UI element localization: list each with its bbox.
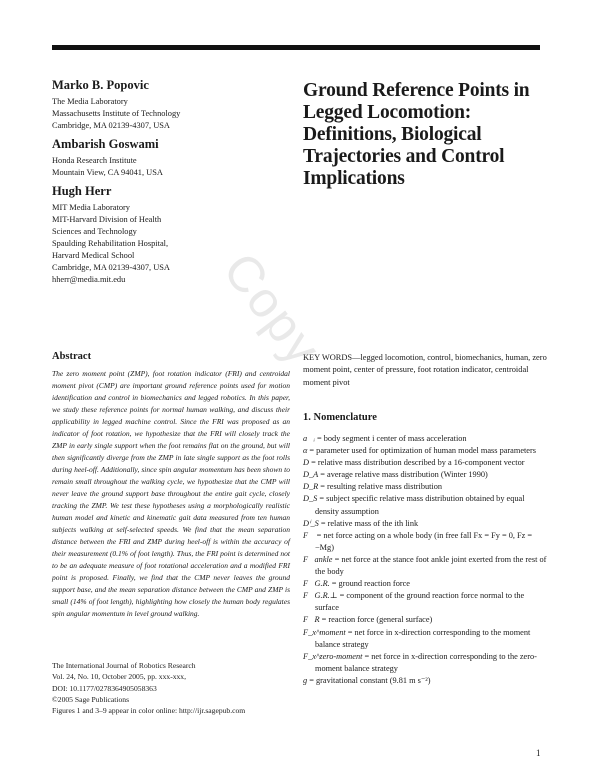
nomenclature-definition: = subject specific relative mass distribution obtained by equal density assumption: [315, 494, 525, 516]
journal-volume: Vol. 24, No. 10, October 2005, pp. xxx-xxx,: [52, 672, 187, 682]
nomenclature-definition: = net force in x-direction corresponding to the moment balance strategy: [315, 627, 531, 649]
section-heading: 1. Nomenclature: [303, 412, 377, 423]
watermark: Copy: [212, 242, 333, 376]
keywords: KEY WORDS—legged locomotion, control, biomechanics, human, zero moment point, center of pressure, foot rotation indicator, centroidal moment pivot: [303, 353, 547, 387]
affiliation-line: The Media Laboratory: [52, 97, 128, 106]
affiliation-line: Mountain View, CA 94041, USA: [52, 168, 163, 177]
nomenclature-item: [303, 518, 548, 530]
affiliation-line: Massachusetts Institute of Technology: [52, 109, 181, 118]
nomenclature-symbol: D: [303, 458, 309, 468]
nomenclature-symbol: F⃗R: [303, 615, 320, 625]
nomenclature-definition: = net force acting on a whole body (in free fall Fx = Fy = 0, Fz = −Mg): [314, 530, 533, 552]
affiliation-line: Honda Research Institute: [52, 156, 137, 165]
paper-title: Ground Reference Points in Legged Locomotion: Definitions, Biological Trajectories and Control Implications: [303, 80, 530, 189]
affiliation-line: Cambridge, MA 02139-4307, USA: [52, 121, 170, 130]
author: [52, 137, 292, 179]
nomenclature-definition: = parameter used for optimization of human model mass parameters: [307, 446, 536, 456]
nomenclature-symbol: D_A: [303, 470, 319, 480]
nomenclature-definition: = relative mass distribution described by a 16-component vector: [309, 458, 525, 468]
nomenclature-symbol: a⃗ᵢ: [303, 434, 315, 443]
nomenclature-item: [303, 481, 548, 493]
author-block: [52, 78, 292, 291]
nomenclature-symbol: F⃗: [303, 530, 315, 540]
nomenclature-item: [303, 493, 548, 517]
nomenclature-item: [303, 530, 548, 554]
nomenclature-item: [303, 457, 548, 469]
abstract-text: The zero moment point (ZMP), foot rotation indicator (FRI) and centroidal moment pivot (CMP) are important ground reference points used for motion identification and control in biomechanics and legged robotics. In this paper, we study these reference points for normal human walking, and discuss their applicability in legged machine control. Since the FRI was proposed as an indicator of foot rotation, we hypothesize that the FRI will closely track the ZMP in early single support when the foot remains flat on the ground, but will then significantly diverge from the ZMP in late single support as the foot rolls during heel-off. Additionally, since spin angular momentum has been shown to remain small throughout the walking cycle, we hypothesize that the CMP will never leave the ground support base throughout the entire gait cycle, closely tracking the ZMP. We test these hypotheses using a morphologically realistic human model and kinetic and kinematic gait data measured from ten human subjects walking at self-selected speeds. We find that the mean separation distance between the FRI and ZMP during heel-off is within the accuracy of their measurement (0.1% of foot length). Thus, the FRI point is determined not to be an adequate measure of foot rotational acceleration and a modified FRI point is proposed. Finally, we find that the CMP never leaves the ground support base, and the mean separation distance between the CMP and ZMP is small (14% of foot length), highlighting how closely the human body regulates spin angular momentum in level ground walking.: [52, 369, 290, 618]
nomenclature-symbol: Dⁱ_S: [303, 518, 319, 528]
nomenclature-definition: = relative mass of the ith link: [318, 518, 419, 528]
nomenclature-definition: = component of the ground reaction force normal to the surface: [315, 591, 525, 613]
nomenclature-definition: = net force at the stance foot ankle joint exerted from the rest of the body: [315, 554, 547, 577]
nomenclature-definition: = net force in x-direction corresponding to the zero-moment balance strategy: [315, 651, 537, 673]
color-figures-note: Figures 1 and 3–9 appear in color online: http://ijr.sagepub.com: [52, 706, 246, 716]
nomenclature-definition: = body segment i center of mass acceleration: [314, 434, 467, 443]
top-rule: [52, 45, 540, 50]
copyright: ©2005 Sage Publications: [52, 694, 130, 704]
page-number: 1: [536, 748, 541, 758]
journal-name: The International Journal of Robotics Research: [52, 661, 196, 670]
nomenclature-item: [303, 554, 548, 578]
affiliation-line: Sciences and Technology: [52, 227, 137, 236]
nomenclature-definition: = gravitational constant (9.81 m s⁻²): [307, 675, 431, 685]
nomenclature-definition: = ground reaction force: [329, 579, 410, 589]
nomenclature-item: [303, 578, 548, 590]
nomenclature-symbol: F⃗ankle: [303, 554, 333, 564]
publication-info: [52, 660, 297, 716]
nomenclature-symbol: F⃗G.R.: [303, 579, 330, 589]
affiliation-line: Harvard Medical School: [52, 251, 135, 260]
nomenclature-item: [303, 614, 548, 626]
abstract-heading: Abstract: [52, 351, 92, 362]
nomenclature-symbol: α: [303, 446, 308, 456]
nomenclature-symbol: D_S: [303, 494, 318, 504]
nomenclature-item: [303, 627, 548, 651]
nomenclature-symbol: D_R: [303, 482, 319, 492]
doi: DOI: 10.1177/0278364905058363: [52, 683, 157, 693]
author-name: Ambarish Goswami: [52, 137, 159, 151]
nomenclature-list: [303, 433, 548, 687]
author-name: Hugh Herr: [52, 184, 112, 198]
nomenclature-item: [303, 469, 548, 481]
affiliation-line: MIT-Harvard Division of Health: [52, 215, 162, 224]
author-email: hherr@media.mit.edu: [52, 275, 126, 284]
nomenclature-symbol: F_x^zero-moment: [303, 651, 363, 661]
nomenclature-definition: = resulting relative mass distribution: [318, 482, 443, 492]
nomenclature-item: [303, 651, 548, 675]
nomenclature-item: [303, 590, 548, 614]
affiliation-line: Cambridge, MA 02139-4307, USA: [52, 263, 170, 272]
nomenclature-item: [303, 445, 548, 457]
author: [52, 184, 292, 286]
affiliation-line: Spaulding Rehabilitation Hospital,: [52, 239, 169, 248]
nomenclature-definition: = average relative mass distribution (Winter 1990): [318, 470, 488, 480]
nomenclature-item: [303, 433, 548, 445]
nomenclature-definition: = reaction force (general surface): [319, 615, 433, 625]
nomenclature-symbol: F_x^moment: [303, 627, 346, 637]
affiliation-line: MIT Media Laboratory: [52, 203, 130, 212]
author: [52, 78, 292, 132]
nomenclature-item: [303, 675, 548, 687]
author-name: Marko B. Popovic: [52, 78, 149, 92]
nomenclature-symbol: g: [303, 675, 308, 685]
nomenclature-symbol: F⃗G.R.⊥: [303, 591, 338, 601]
